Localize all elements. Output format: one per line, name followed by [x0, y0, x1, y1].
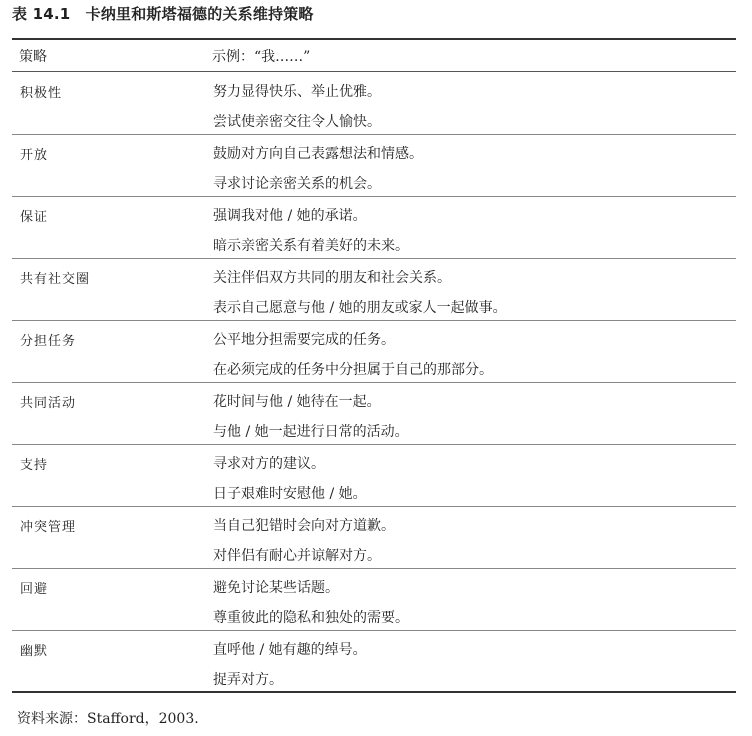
example-cell: 捉弄对方。 — [213, 672, 283, 688]
example-cell: 避免讨论某些话题。 — [213, 580, 339, 596]
example-cell: 当自己犯错时会向对方道歉。 — [213, 518, 395, 534]
table-row — [12, 135, 736, 197]
top-rule — [12, 38, 736, 40]
example-cell: 与他 / 她一起进行日常的活动。 — [213, 424, 409, 440]
table-row — [12, 197, 736, 259]
strategy-cell: 分担任务 — [20, 334, 77, 349]
strategy-cell: 回避 — [20, 582, 49, 597]
table-title: 表 14.1 卡纳里和斯塔福德的关系维持策略 — [12, 5, 314, 23]
strategy-cell: 支持 — [20, 458, 49, 473]
example-cell: 努力显得快乐、举止优雅。 — [213, 84, 381, 100]
example-cell: 鼓励对方向自己表露想法和情感。 — [213, 146, 423, 162]
bottom-rule — [12, 691, 736, 693]
example-cell: 寻求对方的建议。 — [213, 456, 325, 472]
example-cell: 公平地分担需要完成的任务。 — [213, 332, 395, 348]
header-example: 示例：“我……” — [212, 49, 311, 65]
header-strategy: 策略 — [19, 49, 47, 65]
example-cell: 关注伴侣双方共同的朋友和社会关系。 — [213, 270, 451, 286]
table-row — [12, 569, 736, 631]
table-row — [12, 631, 736, 693]
example-cell: 强调我对他 / 她的承诺。 — [213, 208, 367, 224]
example-cell: 日子艰难时安慰他 / 她。 — [213, 486, 367, 502]
example-cell: 对伴侣有耐心并谅解对方。 — [213, 548, 381, 564]
example-cell: 寻求讨论亲密关系的机会。 — [213, 176, 381, 192]
table-row — [12, 383, 736, 445]
strategy-cell: 共同活动 — [20, 396, 77, 411]
table-row — [12, 445, 736, 507]
example-cell: 表示自己愿意与他 / 她的朋友或家人一起做事。 — [213, 300, 507, 316]
header-rule — [12, 71, 736, 72]
table-row — [12, 321, 736, 383]
source-note: 资料来源：Stafford，2003. — [17, 711, 199, 727]
table-row — [12, 259, 736, 321]
table-row — [12, 73, 736, 135]
example-cell: 暗示亲密关系有着美好的未来。 — [213, 238, 409, 254]
example-cell: 尝试使亲密交往令人愉快。 — [213, 114, 381, 130]
strategy-cell: 开放 — [20, 148, 49, 163]
strategy-cell: 保证 — [20, 210, 49, 225]
strategy-cell: 冲突管理 — [20, 520, 77, 535]
table-row — [12, 507, 736, 569]
strategy-cell: 共有社交圈 — [20, 272, 91, 287]
strategy-cell: 幽默 — [20, 644, 49, 659]
example-cell: 直呼他 / 她有趣的绰号。 — [213, 642, 367, 658]
example-cell: 尊重彼此的隐私和独处的需要。 — [213, 610, 409, 626]
strategy-cell: 积极性 — [20, 86, 63, 101]
example-cell: 在必须完成的任务中分担属于自己的那部分。 — [213, 362, 493, 378]
example-cell: 花时间与他 / 她待在一起。 — [213, 394, 381, 410]
